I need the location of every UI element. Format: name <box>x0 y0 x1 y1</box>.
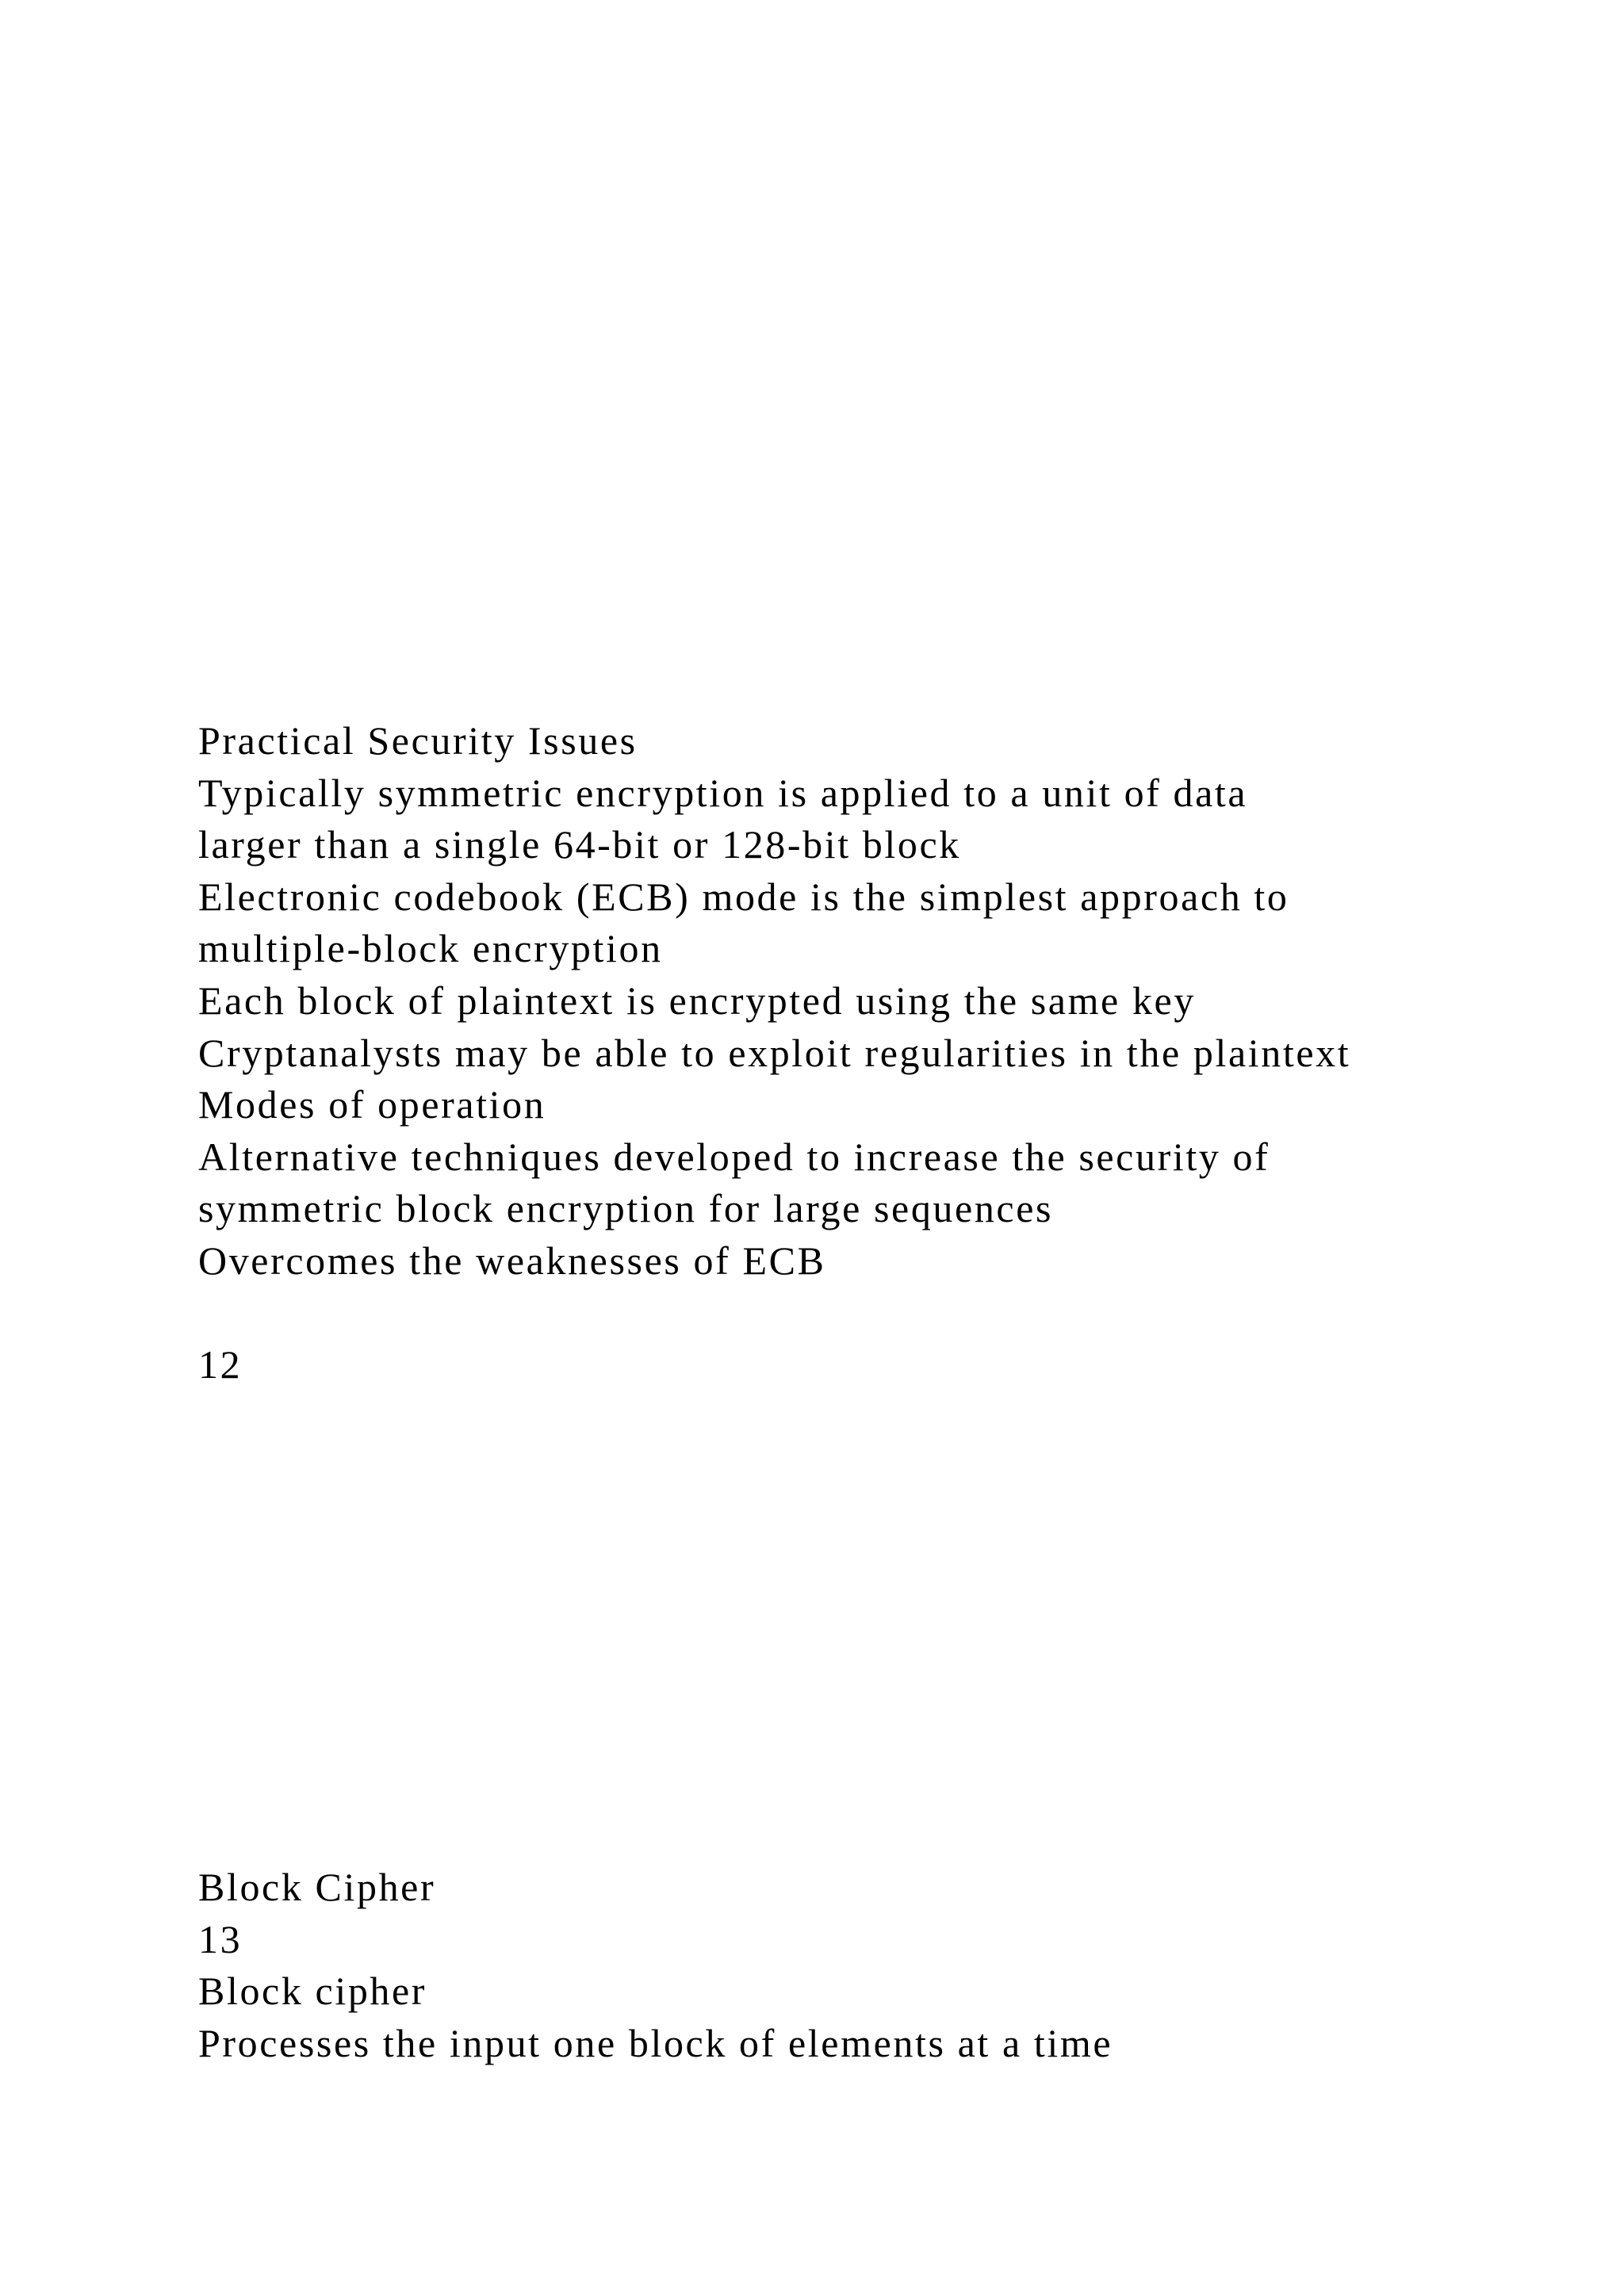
subheading: Modes of operation <box>198 1082 546 1127</box>
text-line: Alternative techniques developed to increase the security of <box>198 1134 1270 1179</box>
text-line: Electronic codebook (ECB) mode is the simplest approach to <box>198 874 1289 919</box>
page-number: 12 <box>198 1342 243 1387</box>
block-cipher-section <box>198 1862 1113 2069</box>
text-line: Cryptanalysts may be able to exploit regularities in the plaintext <box>198 1030 1351 1075</box>
text-line: multiple-block encryption <box>198 926 663 971</box>
text-line: Overcomes the weaknesses of ECB <box>198 1238 826 1283</box>
text-line: Typically symmetric encryption is applied to a unit of data <box>198 770 1248 815</box>
subheading: Block cipher <box>198 1969 427 2014</box>
page-number: 13 <box>198 1916 243 1961</box>
practical-security-issues-section <box>198 715 1350 1288</box>
section-heading: Block Cipher <box>198 1865 436 1909</box>
page-number-block <box>198 1339 242 1391</box>
text-line: Processes the input one block of elements at a time <box>198 2020 1113 2065</box>
section-heading: Practical Security Issues <box>198 718 638 763</box>
text-line: Each block of plaintext is encrypted using the same key <box>198 978 1196 1023</box>
text-line: larger than a single 64-bit or 128-bit block <box>198 822 961 867</box>
text-line: symmetric block encryption for large sequences <box>198 1186 1054 1231</box>
